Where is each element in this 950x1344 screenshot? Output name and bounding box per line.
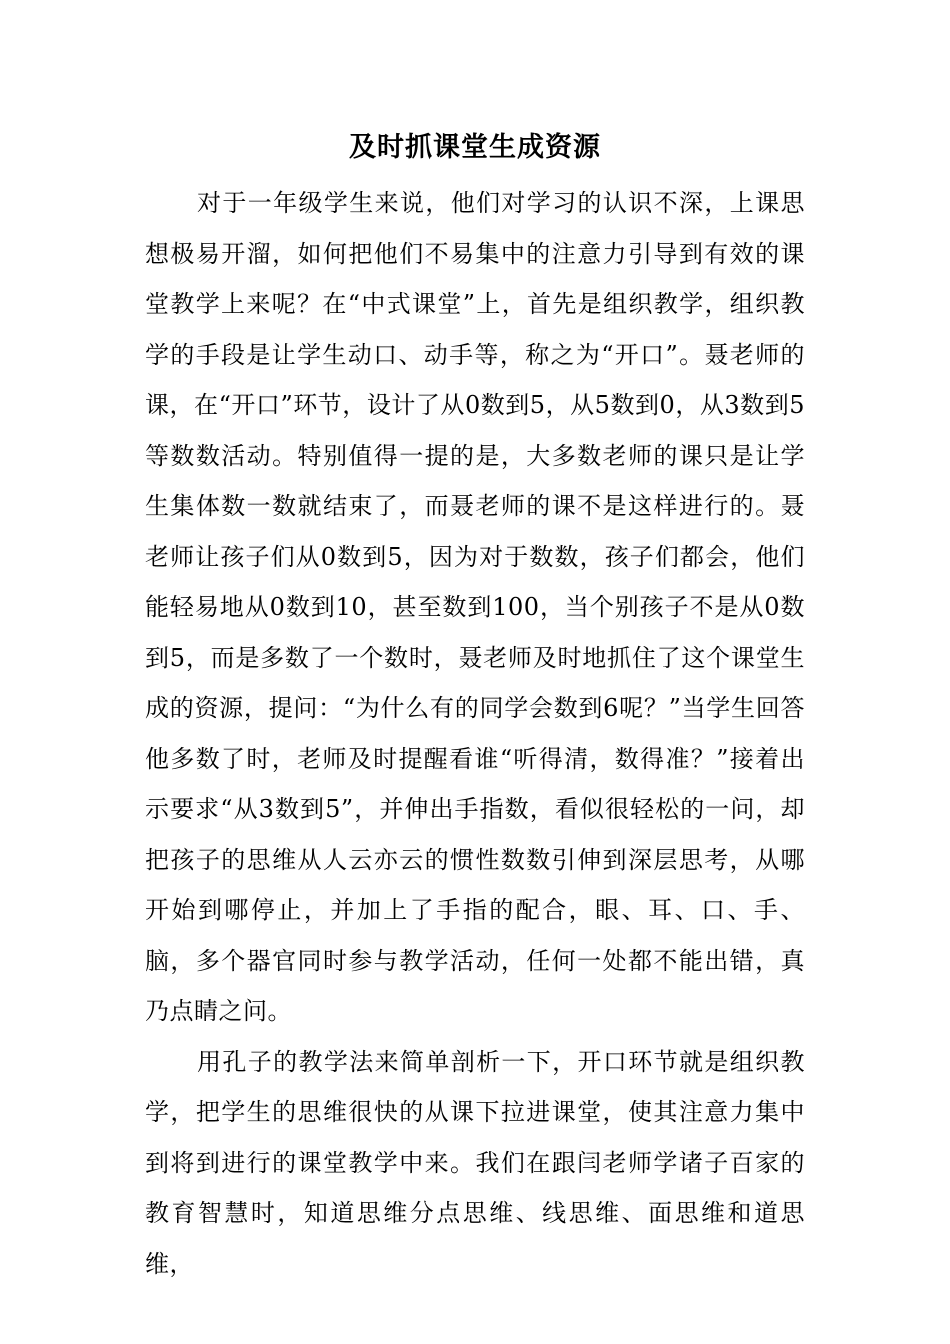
paragraph-2: 用孔子的教学法来简单剖析一下，开口环节就是组织教学，把学生的思维很快的从课下拉进课堂，使其注意力集中到将到进行的课堂教学中来。我们在跟闫老师学诸子百家的教育智慧时，知道思维分点思维、线思维、面思维和道思维，: [145, 1047, 805, 1278]
paragraph-1: 对于一年级学生来说，他们对学习的认识不深，上课思想极易开溜，如何把他们不易集中的注意力引导到有效的课堂教学上来呢？在“中式课堂”上，首先是组织教学，组织教学的手段是让学生动口、动手等，称之为“开口”。聂老师的课，在“开口”环节，设计了从0数到5，从5数到0，从3数到5等数数活动。特别值得一提的是，大多数老师的课只是让学生集体数一数就结束了，而聂老师的课不是这样进行的。聂老师让孩子们从0数到5，因为对于数数，孩子们都会，他们能轻易地从0数到10，甚至数到100，当个别孩子不是从0数到5，而是多数了一个数时，聂老师及时地抓住了这个课堂生成的资源，提问：“为什么有的同学会数到6呢？”当学生回答他多数了时，老师及时提醒看谁“听得清，数得准？”接着出示要求“从3数到5”，并伸出手指数，看似很轻松的一问，却把孩子的思维从人云亦云的惯性数数引伸到深层思考，从哪开始到哪停止，并加上了手指的配合，眼、耳、口、手、脑，多个器官同时参与教学活动，任何一处都不能出错，真乃点睛之问。: [145, 189, 805, 1025]
document-title: 及时抓课堂生成资源: [349, 132, 601, 163]
document-body: [145, 178, 805, 1289]
